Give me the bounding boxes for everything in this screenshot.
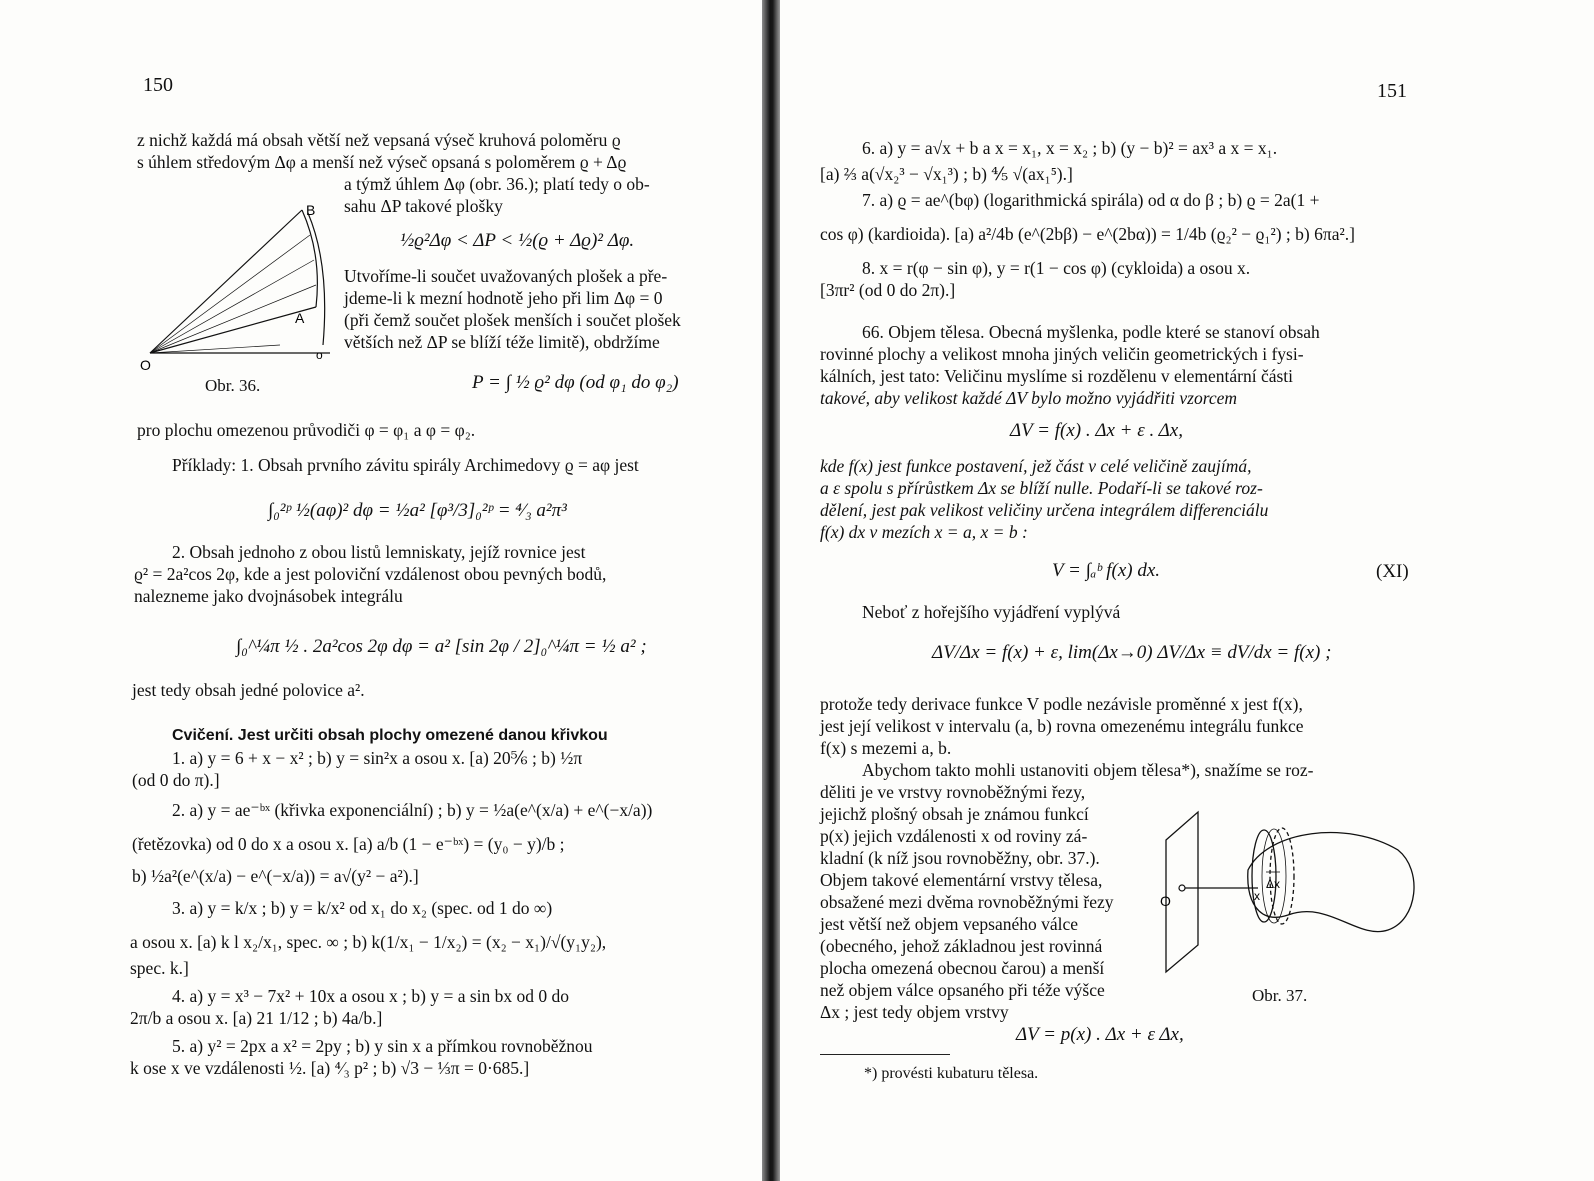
exercise-line: cos φ) (kardioida). [a) a²/4b (e^(2bβ) − e^(2bα)) = 1/4b (ϱ₂² − ϱ₁²) ; b) 6πa².] [820, 224, 1355, 244]
text-line: Neboť z hořejšího vyjádření vyplývá [862, 602, 1121, 622]
text-line: Δx ; jest tedy objem vrstvy [820, 1002, 1009, 1022]
text-line: plocha omezená obecnou čarou) a menší [820, 958, 1105, 978]
text-line: Abychom takto mohli ustanoviti objem tělesa*), snažíme se roz- [862, 760, 1314, 780]
exercise-line: 2. a) y = ae⁻ᵇˣ (křivka exponenciální) ; b) y = ½a(e^(x/a) + e^(−x/a)) [172, 800, 653, 820]
text-line: protože tedy derivace funkce V podle nezávisle proměnné x jest f(x), [820, 694, 1303, 714]
text-line: jest tedy obsah jedné polovice a². [132, 680, 365, 700]
exercise-line: (od 0 do π).] [132, 770, 220, 790]
exercise-line: 2π/b a osou x. [a) 21 1/12 ; b) 4a/b.] [130, 1008, 383, 1028]
formula-volume-integral: V = ∫ₐᵇ f(x) dx. [1052, 560, 1161, 581]
fig-label-o-small: o [316, 348, 323, 362]
text-line: sahu ΔP takové plošky [344, 196, 503, 216]
text-line: kálních, jest tato: Veličinu myslíme si rozdělenu v elementární části [820, 366, 1294, 386]
figure-37-solid-diagram [1158, 800, 1428, 980]
text-line: Utvoříme-li součet uvažovaných plošek a pře- [344, 266, 668, 286]
exercise-line: 8. x = r(φ − sin φ), y = r(1 − cos φ) (cykloida) a osou x. [862, 258, 1251, 278]
text-line: s úhlem středovým Δφ a menší než výseč opsaná s poloměrem ϱ + Δϱ [137, 152, 627, 172]
fig-label-delta-x: Δx [1266, 877, 1281, 891]
figure-36-sector-diagram [140, 195, 340, 375]
book-gutter [762, 0, 780, 1181]
fig-label-o: O [1160, 893, 1171, 909]
exercise-line: a osou x. [a) k l x₂/x₁, spec. ∞ ; b) k(1/x₁ − 1/x₂) = (x₂ − x₁)/√(y₁y₂), [130, 932, 607, 952]
exercise-line: k ose x ve vzdálenosti ½. [a) ⁴⁄₃ p² ; b) √3 − ⅓π = 0·685.] [130, 1058, 530, 1078]
text-line: Objem takové elementární vrstvy tělesa, [820, 870, 1103, 890]
footnote-rule [820, 1054, 950, 1055]
text-line: (obecného, jehož základnou jest rovinná [820, 936, 1103, 956]
exercise-line: [3πr² (od 0 do 2π).] [820, 280, 956, 300]
text-line: a týmž úhlem Δφ (obr. 36.); platí tedy o ob- [344, 174, 650, 194]
text-line: jest větší než objem vepsaného válce [820, 914, 1079, 934]
text-line: (při čemž součet plošek menších i součet plošek [344, 310, 681, 330]
footnote: *) provésti kubaturu tělesa. [864, 1065, 1039, 1082]
text-line: větších než ΔP se blíží téže limitě), obdržíme [344, 332, 660, 352]
page-number: 150 [143, 74, 173, 96]
fig-label-x: x [1254, 889, 1260, 903]
text-line: děliti je ve vrstvy rovnoběžnými řezy, [820, 782, 1086, 802]
text-line: 2. Obsah jednoho z obou listů lemniskaty, jejíž rovnice jest [172, 542, 586, 562]
text-line: Příklady: 1. Obsah prvního závitu spirály Archimedovy ϱ = aφ jest [172, 455, 639, 475]
exercise-line: 6. a) y = a√x + b a x = x₁, x = x₂ ; b) (y − b)² = ax³ a x = x₁. [862, 138, 1278, 158]
formula-layer-volume: ΔV = p(x) . Δx + ε Δx, [1016, 1024, 1184, 1045]
figure-caption: Obr. 36. [205, 376, 261, 395]
exercise-line: spec. k.] [130, 958, 189, 978]
text-line: dělení, jest pak velikost veličiny určena integrálem differenciálu [820, 500, 1269, 520]
text-line: p(x) jejich vzdálenosti x od roviny zá- [820, 826, 1088, 846]
formula-area-integral: P = ∫ ½ ϱ² dφ (od φ₁ do φ₂) [472, 372, 679, 393]
formula-derivative: ΔV/Δx = f(x) + ε, lim(Δx→0) ΔV/Δx ≡ dV/dx = f(x) ; [932, 642, 1332, 663]
exercise-line: 7. a) ϱ = ae^(bφ) (logarithmická spirála) od α do β ; b) ϱ = 2a(1 + [862, 190, 1320, 210]
formula-delta-v: ΔV = f(x) . Δx + ε . Δx, [1010, 420, 1183, 441]
equation-number: (XI) [1376, 561, 1409, 582]
text-line: f(x) dx v mezích x = a, x = b : [820, 522, 1028, 542]
text-line: jest její velikost v intervalu (a, b) rovna omezenému integrálu funkce [820, 716, 1304, 736]
left-page [0, 0, 762, 1181]
section-66-heading: 66. Objem tělesa. Obecná myšlenka, podle které se stanoví obsah [862, 322, 1320, 342]
text-line: a ε spolu s přírůstkem Δx se blíží nulle. Podaří-li se takové roz- [820, 478, 1263, 498]
text-line: rovinné plochy a velikost mnoha jiných veličin geometrických i fysi- [820, 344, 1304, 364]
exercise-line: 3. a) y = k/x ; b) y = k/x² od x₁ do x₂ (spec. od 1 do ∞) [172, 898, 553, 918]
formula-inequality: ½ϱ²Δφ < ΔP < ½(ϱ + Δϱ)² Δφ. [400, 230, 635, 251]
text-line: obsažené mezi dvěma rovnoběžnými řezy [820, 892, 1114, 912]
fig-label-o: O [140, 357, 151, 373]
exercise-line: 1. a) y = 6 + x − x² ; b) y = sin²x a osou x. [a) 20⅚ ; b) ½π [172, 748, 583, 768]
exercise-line: (řetězovka) od 0 do x a osou x. [a) a/b (1 − e⁻ᵇˣ) = (y₀ − y)/b ; [132, 834, 565, 854]
figure-caption: Obr. 37. [1252, 986, 1308, 1005]
text-line: jejichž plošný obsah je známou funkcí [820, 804, 1089, 824]
text-line: f(x) s mezemi a, b. [820, 738, 952, 758]
section-heading: Cvičení. Jest určiti obsah plochy omezené danou křivkou [172, 727, 608, 744]
text-line: pro plochu omezenou průvodiči φ = φ₁ a φ = φ₂. [137, 420, 476, 440]
exercise-line: b) ½a²(e^(x/a) − e^(−x/a)) = a√(y² − a²).] [132, 866, 419, 886]
text-line: jdeme-li k mezní hodnotě jeho při lim Δφ = 0 [344, 288, 663, 308]
fig-label-a: A [295, 310, 305, 326]
text-line: kde f(x) jest funkce postavení, jež část v celé veličině zaujímá, [820, 456, 1252, 476]
origin-point-icon [1179, 885, 1185, 891]
text-line: takové, aby velikost každé ΔV bylo možno vyjádřiti vzorcem [820, 388, 1238, 408]
right-page [780, 0, 1594, 1181]
formula-spiral: ∫₀²ᵖ ½(aφ)² dφ = ½a² [φ³/3]₀²ᵖ = ⁴⁄₃ a²π³ [268, 500, 567, 521]
text-line: kladní (k níž jsou rovnoběžny, obr. 37.). [820, 848, 1100, 868]
exercise-line: 5. a) y² = 2px a x² = 2py ; b) y sin x a přímkou rovnoběžnou [172, 1036, 593, 1056]
exercise-line: [a) ⅔ a(√x₂³ − √x₁³) ; b) ⅘ √(ax₁⁵).] [820, 164, 1073, 184]
fig-label-b: B [306, 202, 316, 218]
page-number: 151 [1377, 80, 1407, 102]
formula-lemniscate: ∫₀^¼π ½ . 2a²cos 2φ dφ = a² [sin 2φ / 2]₀^¼π = ½ a² ; [236, 636, 647, 657]
text-line: z nichž každá má obsah větší než vepsaná výseč kruhová poloměru ϱ [137, 130, 621, 150]
text-line: než objem válce opsaného při téže výšce [820, 980, 1105, 1000]
text-line: nalezneme jako dvojnásobek integrálu [134, 586, 403, 606]
text-line: ϱ² = 2a²cos 2φ, kde a jest poloviční vzdálenost obou pevných bodů, [134, 564, 607, 584]
exercise-line: 4. a) y = x³ − 7x² + 10x a osou x ; b) y = a sin bx od 0 do [172, 986, 570, 1006]
